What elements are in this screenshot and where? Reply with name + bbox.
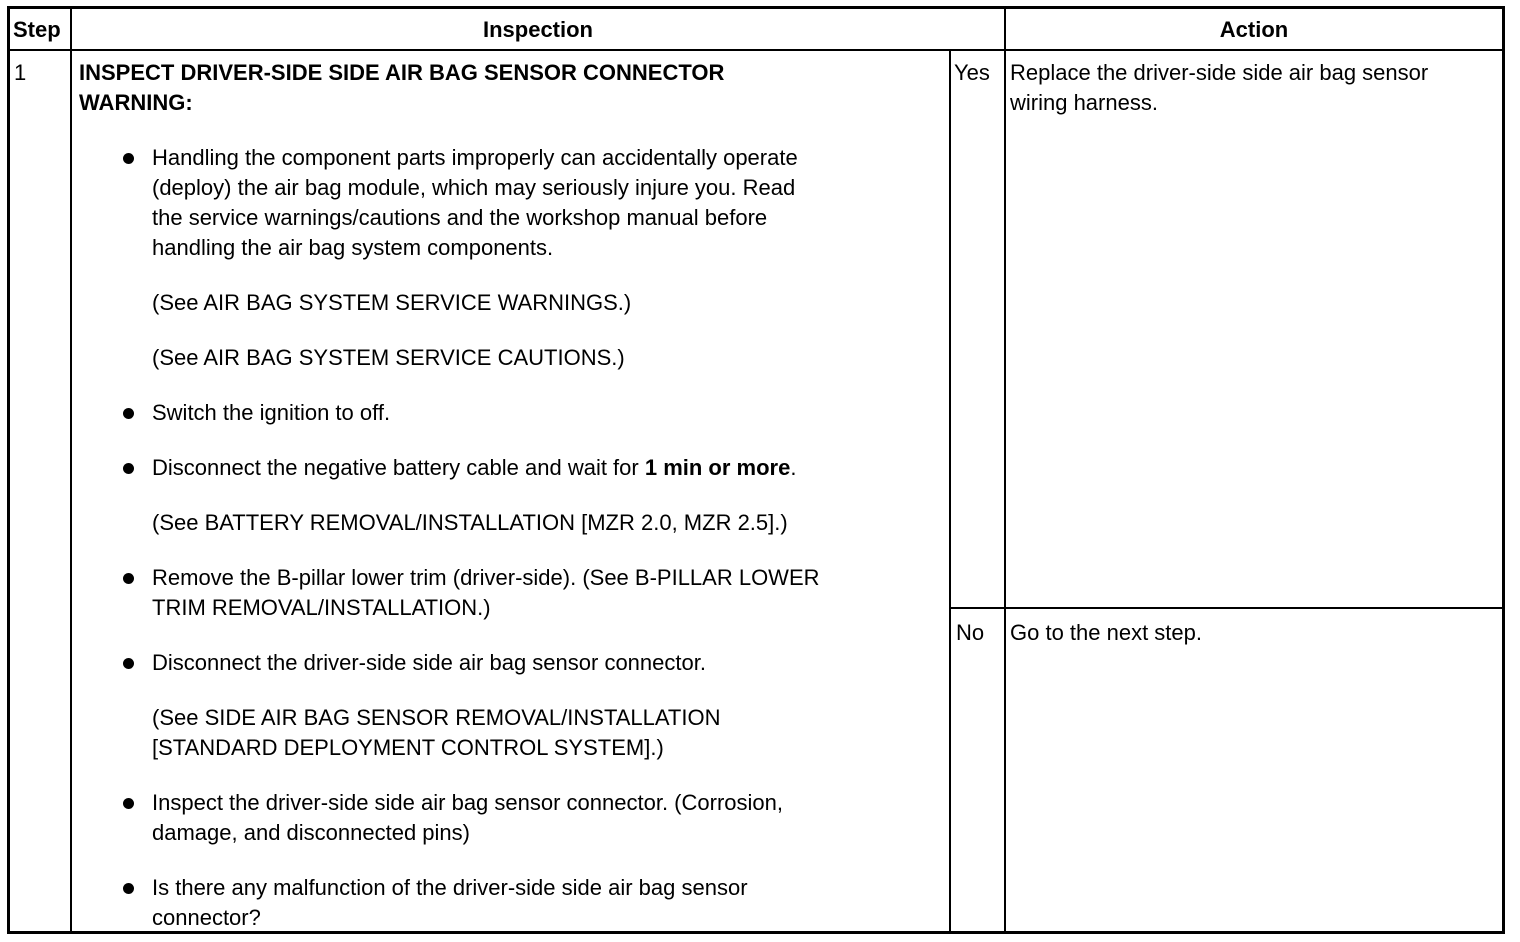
inspection-item: Inspect the driver-side side air bag sensor connector. (Corrosion, damage, and disconnected pins) bbox=[152, 790, 783, 845]
header-inspection: Inspection bbox=[482, 17, 593, 42]
bullet-icon bbox=[123, 573, 134, 584]
inspection-item: Disconnect the negative battery cable and wait for 1 min or more. bbox=[152, 455, 797, 480]
bullet-icon bbox=[123, 883, 134, 894]
action-yes: Replace the driver-side side air bag sensor wiring harness. bbox=[1010, 60, 1429, 115]
reference-note: (See AIR BAG SYSTEM SERVICE CAUTIONS.) bbox=[152, 345, 625, 370]
header-step: Step bbox=[13, 17, 61, 42]
answer-no: No bbox=[956, 620, 985, 645]
inspection-item: Remove the B-pillar lower trim (driver-side). (See B-PILLAR LOWER TRIM REMOVAL/INSTALLATION.) bbox=[152, 565, 820, 620]
warning-label: WARNING: bbox=[79, 90, 193, 115]
divider-inspection bbox=[1004, 9, 1006, 931]
inspection-title: INSPECT DRIVER-SIDE SIDE AIR BAG SENSOR CONNECTOR bbox=[79, 60, 725, 85]
divider-answer bbox=[949, 49, 951, 931]
step-number: 1 bbox=[14, 60, 27, 85]
bullet-icon bbox=[123, 658, 134, 669]
reference-note: (See AIR BAG SYSTEM SERVICE WARNINGS.) bbox=[152, 290, 632, 315]
reference-note: (See SIDE AIR BAG SENSOR REMOVAL/INSTALLATION [STANDARD DEPLOYMENT CONTROL SYSTEM].) bbox=[152, 705, 721, 760]
bullet-icon bbox=[123, 798, 134, 809]
divider-yes-no bbox=[949, 607, 1502, 609]
action-no: Go to the next step. bbox=[1010, 620, 1203, 645]
answer-yes: Yes bbox=[954, 60, 990, 85]
inspection-item: Switch the ignition to off. bbox=[152, 400, 391, 425]
reference-note: (See BATTERY REMOVAL/INSTALLATION [MZR 2.0, MZR 2.5].) bbox=[152, 510, 788, 535]
bullet-icon bbox=[123, 408, 134, 419]
procedure-table bbox=[7, 6, 1505, 934]
inspection-item: Disconnect the driver-side side air bag sensor connector. bbox=[152, 650, 706, 675]
bullet-icon bbox=[123, 463, 134, 474]
header-action: Action bbox=[1219, 17, 1289, 42]
inspection-item: Handling the component parts improperly can accidentally operate (deploy) the air bag module, which may seriously injure you. Read the service warnings/cautions and the workshop manual before handling the air bag system components. bbox=[152, 145, 798, 260]
inspection-item: Is there any malfunction of the driver-side side air bag sensor connector? bbox=[152, 875, 748, 930]
bullet-icon bbox=[123, 153, 134, 164]
divider-step bbox=[70, 9, 72, 931]
